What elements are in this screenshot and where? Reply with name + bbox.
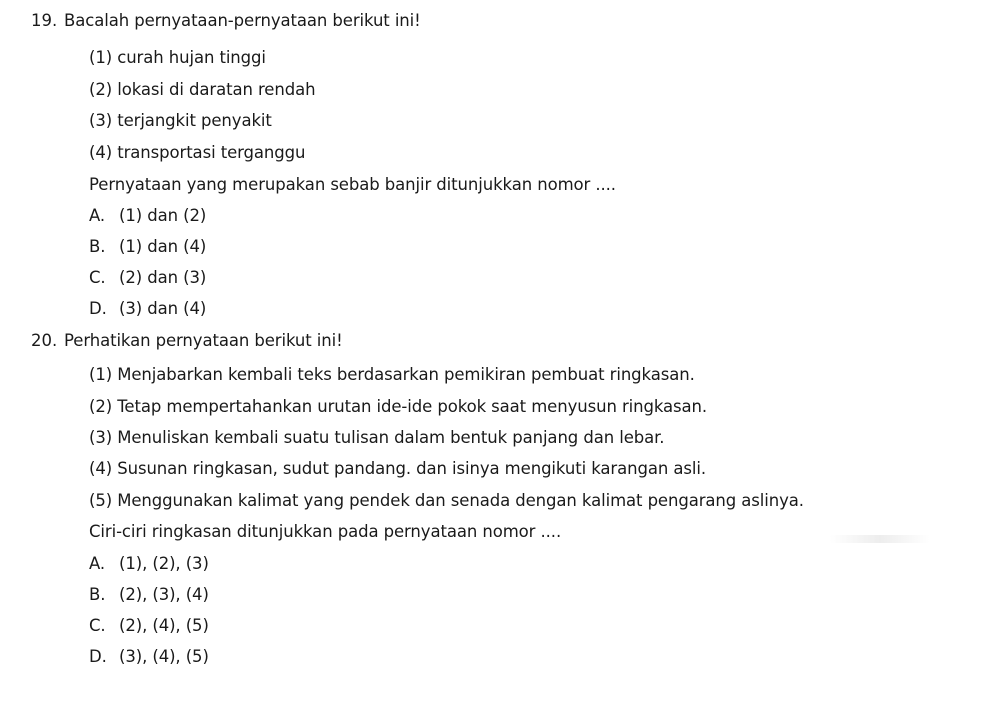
option-letter: B. bbox=[89, 585, 106, 604]
question-text: Pernyataan yang merupakan sebab banjir ditunjukkan nomor .... bbox=[89, 175, 616, 194]
option-letter: D. bbox=[89, 299, 107, 318]
answer-option-b bbox=[89, 585, 209, 605]
option-text: (3), (4), (5) bbox=[119, 647, 209, 666]
question-prompt: Perhatikan pernyataan berikut ini! bbox=[64, 331, 343, 350]
answer-option-b bbox=[89, 237, 206, 257]
question-number: 19. bbox=[31, 11, 58, 30]
statement: (2) lokasi di daratan rendah bbox=[89, 80, 316, 99]
scan-smudge bbox=[830, 535, 930, 543]
answer-option-c bbox=[89, 268, 206, 288]
question-number: 20. bbox=[31, 331, 58, 350]
statement: (5) Menggunakan kalimat yang pendek dan senada dengan kalimat pengarang aslinya. bbox=[89, 491, 804, 510]
option-text: (1) dan (4) bbox=[119, 237, 207, 256]
statement: (4) transportasi terganggu bbox=[89, 143, 306, 162]
statement: (4) Susunan ringkasan, sudut pandang. dan isinya mengikuti karangan asli. bbox=[89, 459, 706, 478]
answer-option-c bbox=[89, 616, 209, 636]
statement: (1) Menjabarkan kembali teks berdasarkan pemikiran pembuat ringkasan. bbox=[89, 365, 695, 384]
option-letter: A. bbox=[89, 554, 106, 573]
answer-option-d bbox=[89, 299, 206, 319]
option-text: (3) dan (4) bbox=[119, 299, 207, 318]
option-letter: B. bbox=[89, 237, 106, 256]
option-letter: A. bbox=[89, 206, 106, 225]
answer-option-d bbox=[89, 647, 209, 667]
statement: (3) terjangkit penyakit bbox=[89, 111, 272, 130]
answer-option-a bbox=[89, 554, 209, 574]
option-text: (2) dan (3) bbox=[119, 268, 207, 287]
statement: (2) Tetap mempertahankan urutan ide-ide pokok saat menyusun ringkasan. bbox=[89, 397, 708, 416]
option-letter: D. bbox=[89, 647, 107, 666]
option-text: (2), (3), (4) bbox=[119, 585, 209, 604]
option-text: (1), (2), (3) bbox=[119, 554, 209, 573]
option-text: (2), (4), (5) bbox=[119, 616, 209, 635]
statement: (3) Menuliskan kembali suatu tulisan dalam bentuk panjang dan lebar. bbox=[89, 428, 665, 447]
option-letter: C. bbox=[89, 616, 106, 635]
question-prompt: Bacalah pernyataan-pernyataan berikut ini! bbox=[64, 11, 421, 30]
answer-option-a bbox=[89, 206, 206, 226]
question-text: Ciri-ciri ringkasan ditunjukkan pada pernyataan nomor .... bbox=[89, 522, 562, 541]
option-letter: C. bbox=[89, 268, 106, 287]
statement: (1) curah hujan tinggi bbox=[89, 48, 266, 67]
option-text: (1) dan (2) bbox=[119, 206, 207, 225]
